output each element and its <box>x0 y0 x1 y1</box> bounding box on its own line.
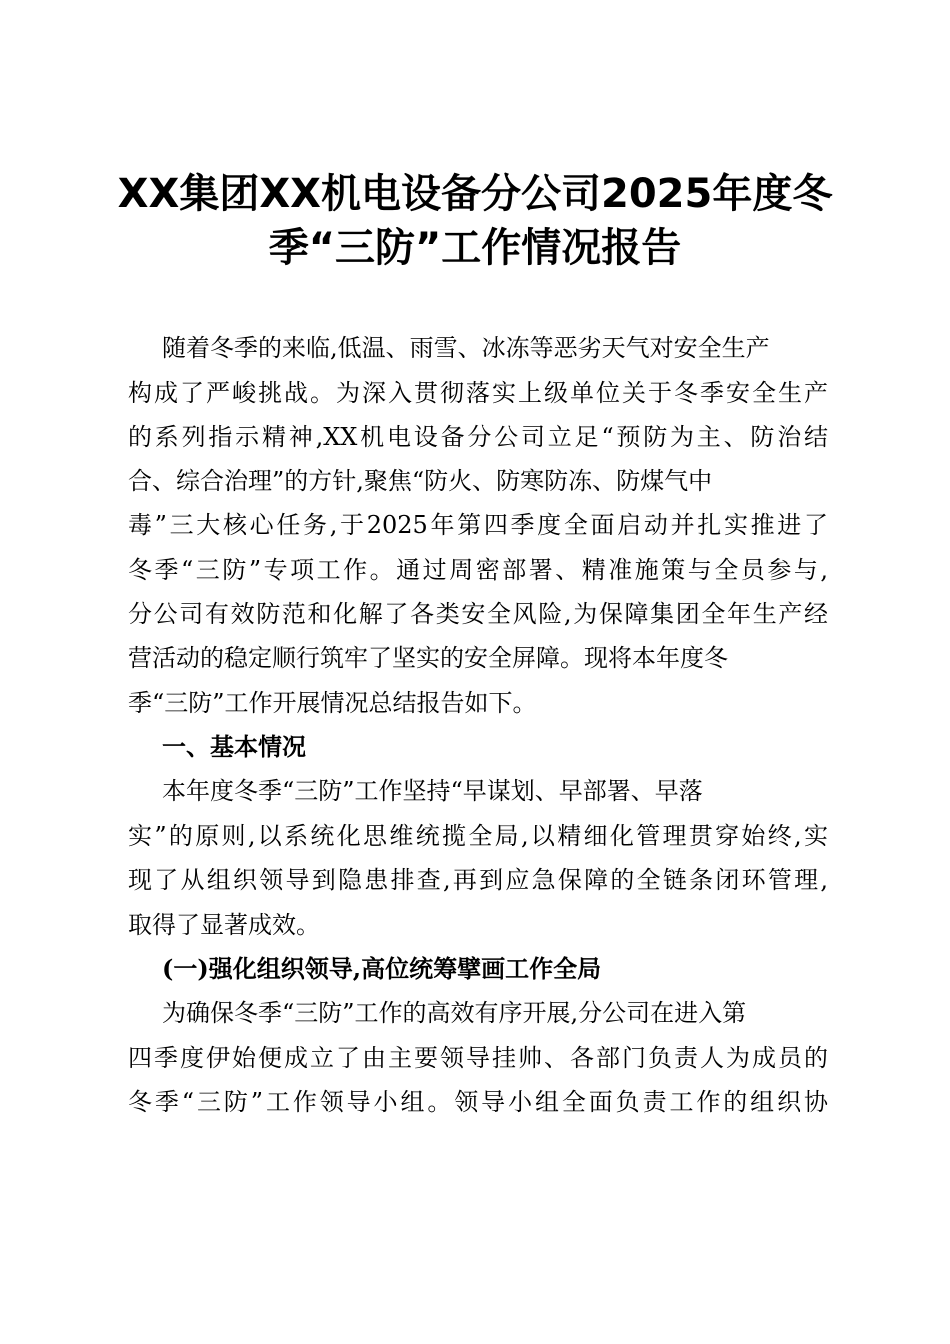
intro-line: 的系列指示精神,XX机电设备分公司立足“预防为主、防治结 <box>128 423 828 451</box>
subsection1-line: 为确保冬季“三防”工作的高效有序开展,分公司在进入第 <box>162 999 747 1027</box>
section1-line: 本年度冬季“三防”工作坚持“早谋划、早部署、早落 <box>162 777 703 805</box>
intro-line: 合、综合治理”的方针,聚焦“防火、防寒防冻、防煤气中 <box>128 467 713 495</box>
intro-line: 季“三防”工作开展情况总结报告如下。 <box>128 689 537 717</box>
section-heading-basic-situation: 一、基本情况 <box>162 733 306 761</box>
intro-line: 冬季“三防”专项工作。通过周密部署、精准施策与全员参与, <box>128 556 828 584</box>
subsection1-line: 四季度伊始便成立了由主要领导挂帅、各部门负责人为成员的 <box>128 1044 828 1072</box>
intro-line: 分公司有效防范和化解了各类安全风险,为保障集团全年生产经 <box>128 600 828 628</box>
subsection-heading-organization: (一)强化组织领导,高位统筹擘画工作全局 <box>162 954 602 983</box>
intro-line: 构成了严峻挑战。为深入贯彻落实上级单位关于冬季安全生产 <box>128 379 828 407</box>
intro-line: 营活动的稳定顺行筑牢了坚实的安全屏障。现将本年度冬 <box>128 644 728 672</box>
section1-line: 取得了显著成效。 <box>128 911 320 939</box>
intro-line: 随着冬季的来临,低温、雨雪、冰冻等恶劣天气对安全生产 <box>162 334 770 362</box>
document-title-line-2: 季“三防”工作情况报告 <box>268 225 682 271</box>
section1-line: 现了从组织领导到隐患排查,再到应急保障的全链条闭环管理, <box>128 866 828 894</box>
subsection1-line: 冬季“三防”工作领导小组。领导小组全面负责工作的组织协 <box>128 1088 828 1116</box>
section1-line: 实”的原则,以系统化思维统揽全局,以精细化管理贯穿始终,实 <box>128 822 828 850</box>
intro-line: 毒”三大核心任务,于2025年第四季度全面启动并扎实推进了 <box>128 511 828 539</box>
document-title-line-1: XX集团XX机电设备分公司2025年度冬 <box>117 171 833 217</box>
